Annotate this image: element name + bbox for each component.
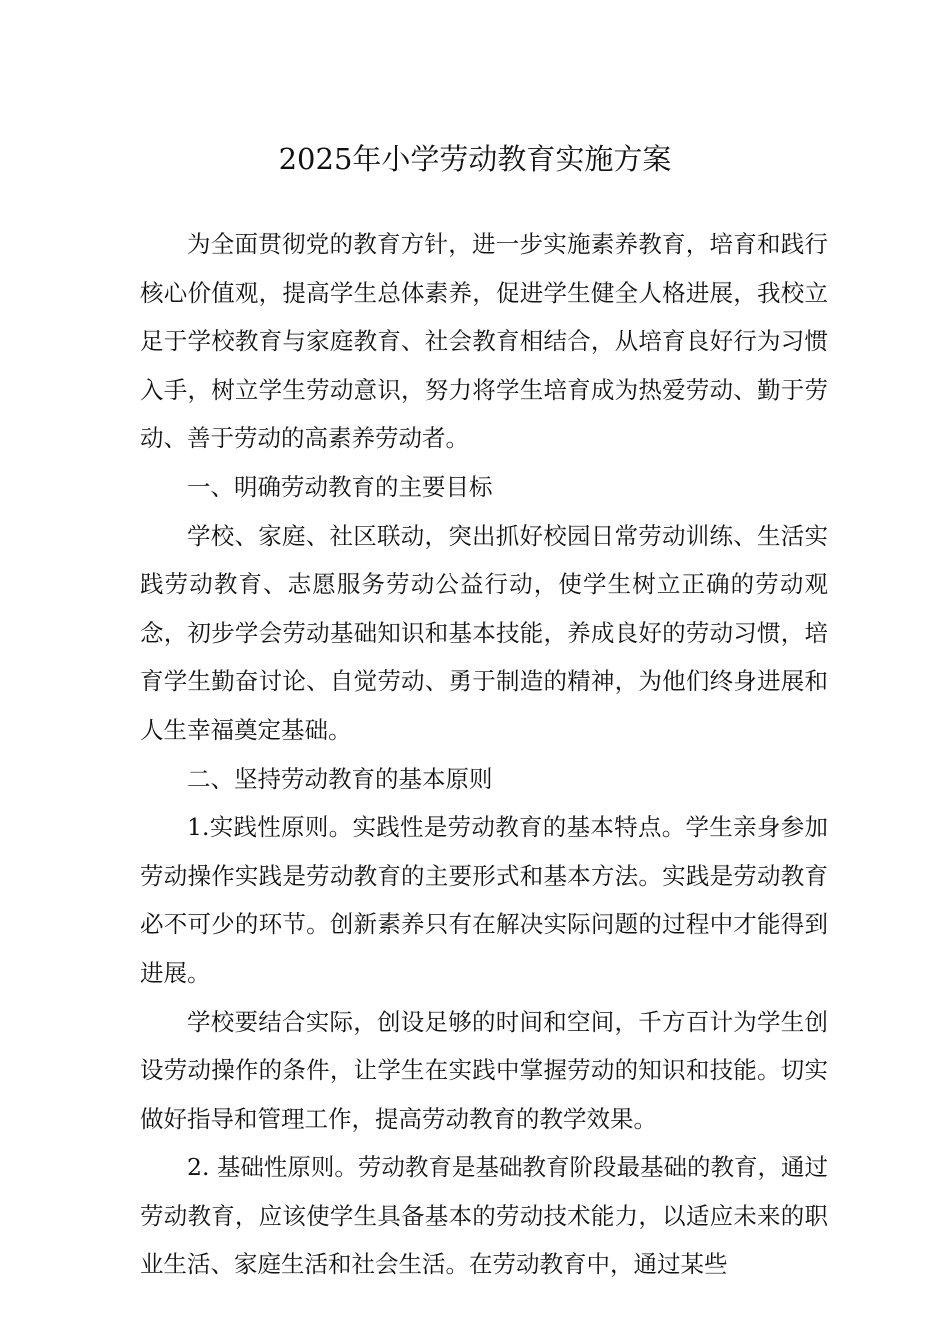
- paragraph-basic-principle: 2. 基础性原则。劳动教育是基础教育阶段最基础的教育，通过劳动教育，应该使学生具备基本的劳动技术能力，以适应未来的职业生活、家庭生活和社会生活。在劳动教育中，通过某些: [140, 1153, 828, 1279]
- paragraph-intro: 为全面贯彻党的教育方针，进一步实施素养教育，培育和践行核心价值观，提高学生总体素养，促进学生健全人格进展，我校立足于学校教育与家庭教育、社会教育相结合，从培育良好行为习惯入手，树立学生劳动意识，努力将学生培育成为热爱劳动、勤于劳动、善于劳动的高素养劳动者。: [140, 230, 828, 453]
- paragraph-practice-principle: 1.实践性原则。实践性是劳动教育的基本特点。学生亲身参加劳动操作实践是劳动教育的主要形式和基本方法。实践是劳动教育必不可少的环节。创新素养只有在解决实际问题的过程中才能得到进展。: [140, 813, 828, 987]
- paragraph-school-requirements: 学校要结合实际，创设足够的时间和空间，千方百计为学生创设劳动操作的条件，让学生在实践中掌握劳动的知识和技能。切实做好指导和管理工作，提高劳动教育的教学效果。: [140, 1007, 828, 1133]
- section-heading-principles: 二、坚持劳动教育的基本原则: [187, 764, 493, 793]
- document-title: 2025年小学劳动教育实施方案: [278, 142, 672, 176]
- document-body: [140, 220, 828, 1289]
- section-heading-goals: 一、明确劳动教育的主要目标: [187, 472, 493, 501]
- paragraph-goals: 学校、家庭、社区联动，突出抓好校园日常劳动训练、生活实践劳动教育、志愿服务劳动公益行动，使学生树立正确的劳动观念，初步学会劳动基础知识和基本技能，养成良好的劳动习惯，培育学生勤奋讨论、自觉劳动、勇于制造的精神，为他们终身进展和人生幸福奠定基础。: [140, 521, 828, 744]
